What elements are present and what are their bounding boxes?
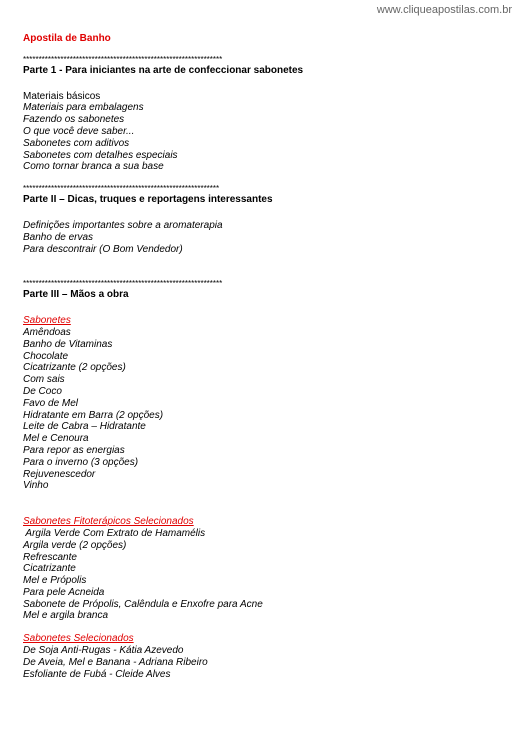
group-heading: Sabonetes Fitoterápicos Selecionados xyxy=(23,516,194,528)
list-item: Refrescante xyxy=(23,551,77,563)
list-item: Materiais básicos xyxy=(23,90,101,102)
part2-heading: Parte II – Dicas, truques e reportagens interessantes xyxy=(23,194,273,206)
list-item: Sabonete de Própolis, Calêndula e Enxofre para Acne xyxy=(23,598,263,610)
document-page xyxy=(23,33,503,680)
part3-heading: Parte III – Mãos a obra xyxy=(23,289,129,301)
part1-list xyxy=(23,91,503,174)
list-item: Sabonetes com detalhes especiais xyxy=(23,149,178,161)
list-item: Como tornar branca a sua base xyxy=(23,161,164,173)
list-item: Chocolate xyxy=(23,350,69,362)
list-item: Leite de Cabra – Hidratante xyxy=(23,421,146,433)
list-item: Com sais xyxy=(23,374,65,386)
part2-list xyxy=(23,220,503,255)
list-item: O que você deve saber... xyxy=(23,125,135,137)
list-item: Cicatrizante (2 opções) xyxy=(23,362,126,374)
list-item: Definições importantes sobre a aromaterapia xyxy=(23,219,223,231)
list-item: Cicatrizante xyxy=(23,563,76,575)
list-item: De Soja Anti-Rugas - Kátia Azevedo xyxy=(23,645,184,657)
list-item: Hidratante em Barra (2 opções) xyxy=(23,409,164,421)
group-heading: Sabonetes Selecionados xyxy=(23,633,134,645)
list-item: Argila Verde Com Extrato de Hamamélis xyxy=(23,527,206,539)
list-item: Argila verde (2 opções) xyxy=(23,539,127,551)
list-item: Mel e Cenoura xyxy=(23,433,89,445)
list-item: Mel e argila branca xyxy=(23,610,109,622)
list-item: Materiais para embalagens xyxy=(23,102,144,114)
list-item: Para o inverno (3 opções) xyxy=(23,456,139,468)
list-item: De Aveia, Mel e Banana - Adriana Ribeiro xyxy=(23,656,208,668)
list-item: Sabonetes com aditivos xyxy=(23,137,130,149)
list-item: De Coco xyxy=(23,385,62,397)
list-item: Banho de ervas xyxy=(23,231,94,243)
document-title: Apostila de Banho xyxy=(23,33,111,44)
group-heading: Sabonetes xyxy=(23,315,71,327)
list-item: Para descontrair (O Bom Vendedor) xyxy=(23,243,183,255)
part1-heading: Parte 1 - Para iniciantes na arte de confeccionar sabonetes xyxy=(23,64,304,76)
list-item: Banho de Vitaminas xyxy=(23,338,113,350)
separator: **************************************************************** xyxy=(23,279,223,289)
site-url: www.cliqueapostilas.com.br xyxy=(376,4,512,16)
list-item: Para repor as energias xyxy=(23,444,125,456)
separator: *************************************************************** xyxy=(23,184,220,194)
list-item: Mel e Própolis xyxy=(23,575,87,587)
list-item: Vinho xyxy=(23,480,49,492)
group-selecionados xyxy=(23,633,503,680)
separator: **************************************************************** xyxy=(23,54,223,64)
list-item: Para pele Acneida xyxy=(23,586,105,598)
list-item: Favo de Mel xyxy=(23,397,79,409)
list-item: Esfoliante de Fubá - Cleide Alves xyxy=(23,668,171,680)
group-fitoterapicos xyxy=(23,516,503,622)
list-item: Amêndoas xyxy=(23,326,71,338)
list-item: Rejuvenescedor xyxy=(23,468,96,480)
list-item: Fazendo os sabonetes xyxy=(23,114,125,126)
group-sabonetes xyxy=(23,315,503,492)
